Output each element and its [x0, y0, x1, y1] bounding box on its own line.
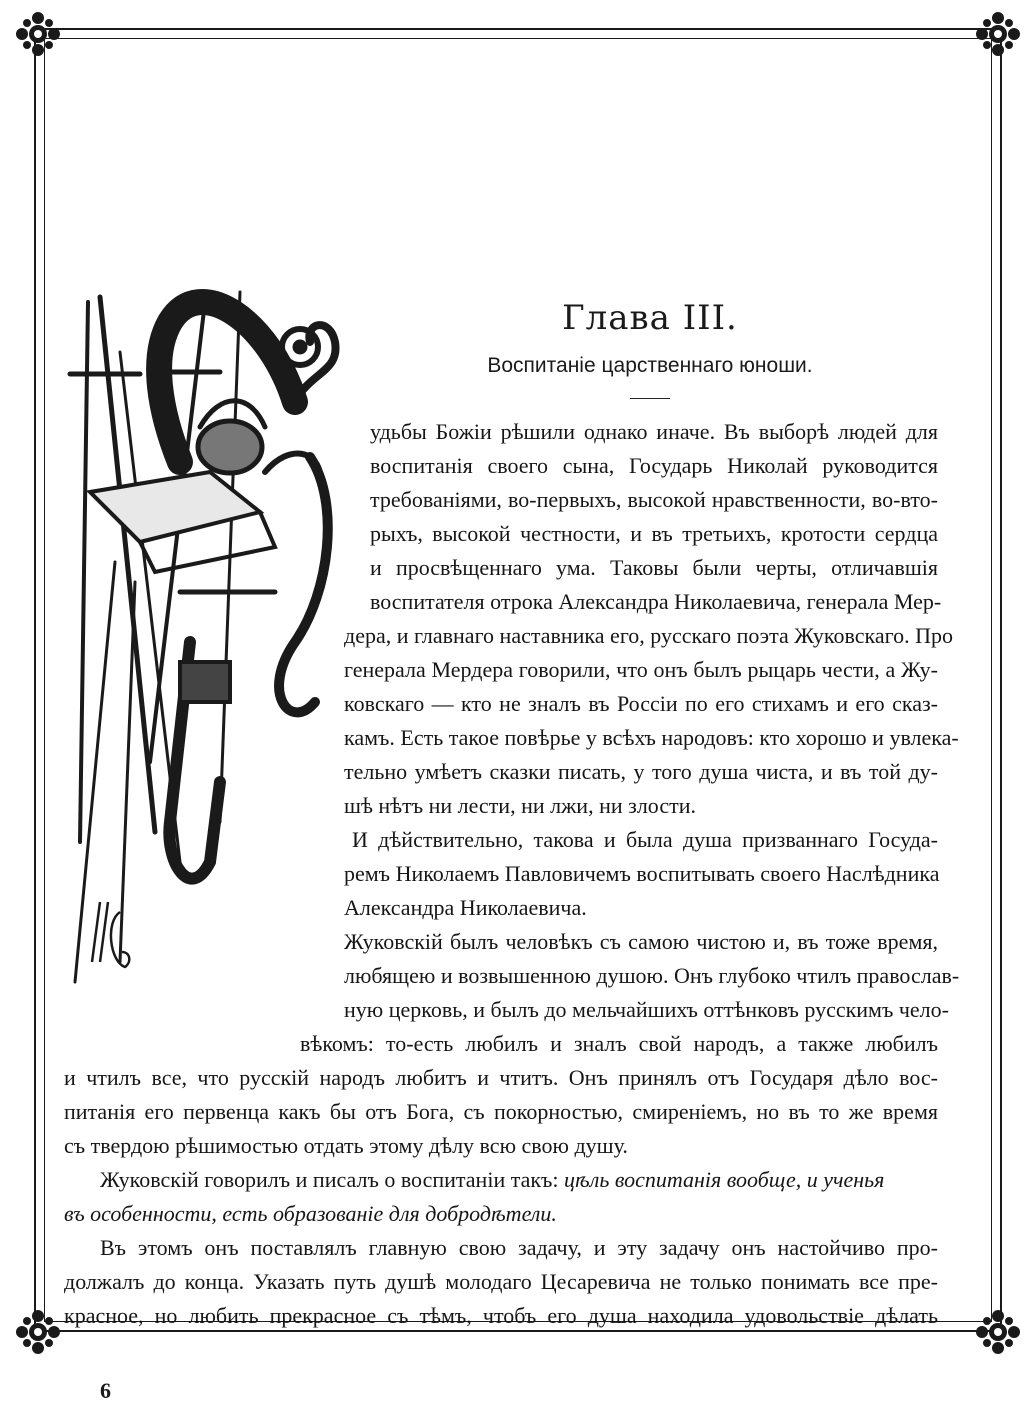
text-line: ную церковь, и былъ до мельчайшихъ оттѣнковъ русскимъ чело-	[344, 997, 949, 1022]
text-line: генерала Мердера говорили, что онъ былъ рыцарь чести, а Жу-	[344, 657, 938, 682]
corner-ornament-icon	[968, 1302, 1028, 1362]
text-line: и чтилъ все, что русскій народъ любитъ и чтитъ. Онъ принялъ отъ Государя дѣло вос-	[64, 1065, 938, 1090]
corner-ornament-icon	[968, 4, 1028, 64]
text-line: съ твердою рѣшимостью отдать этому дѣлу всю свою душу.	[64, 1133, 628, 1158]
text-line: требованіями, во-первыхъ, высокой нравственности, во-вто-	[370, 487, 938, 512]
chapter-subtitle: Воспитаніе царственнаго юноши.	[487, 354, 813, 377]
italic-quote: въ особенности, есть образованіе для добродѣтели.	[64, 1201, 557, 1226]
heading-divider	[630, 398, 670, 399]
page-number: 6	[100, 1378, 111, 1403]
chapter-title: Глава III.	[562, 298, 738, 338]
ornamental-initial-illustration	[60, 262, 360, 1032]
text-line: любящею и возвышенною душою. Онъ глубоко чтилъ православ-	[344, 963, 960, 988]
text-line: тельно умѣетъ сказки писать, у того душа чиста, и въ той ду-	[344, 759, 938, 784]
text-line: камъ. Есть такое повѣрье у всѣхъ народовъ: кто хорошо и увлека-	[344, 725, 959, 750]
text-line: воспитателя отрока Александра Николаевича, генерала Мер-	[370, 589, 942, 614]
corner-ornament-icon	[8, 4, 68, 64]
text-line: ремъ Николаемъ Павловичемъ воспитывать своего Наслѣдника	[344, 861, 940, 886]
text-line: шѣ нѣтъ ни лести, ни лжи, ни злости.	[344, 793, 696, 818]
text-line: должалъ до конца. Указать путь душѣ молодаго Цесаревича не только понимать все пре-	[64, 1269, 938, 1294]
text-span: Жуковскій говорилъ и писалъ о воспитаніи такъ:	[100, 1167, 565, 1192]
text-line: красное, но любить прекрасное съ тѣмъ, чтобъ его душа находила удовольствіе дѣлать	[64, 1303, 938, 1328]
text-line: рыхъ, высокой честности, и въ третьихъ, кротости сердца	[370, 521, 938, 546]
text-line: удьбы Божіи рѣшили однако иначе. Въ выборѣ людей для	[370, 419, 938, 444]
text-line: Жуковскій былъ человѣкъ съ самою чистою и, въ тоже время,	[344, 929, 938, 954]
text-line: питанія его первенца какъ бы отъ Бога, съ покорностью, смиреніемъ, но въ то же время	[64, 1099, 938, 1124]
text-line: воспитанія своего сына, Государь Николай руководится	[370, 453, 938, 478]
corner-ornament-icon	[8, 1302, 68, 1362]
text-line: Въ этомъ онъ поставлялъ главную свою задачу, и эту задачу онъ настойчиво про-	[100, 1235, 938, 1260]
text-line: Александра Николаевича.	[344, 895, 587, 920]
text-line: ковскаго — кто не зналъ въ Россіи по его стихамъ и его сказ-	[344, 691, 938, 716]
italic-quote: цѣль воспитанія вообще, и ученья	[564, 1167, 885, 1192]
text-line: и просвѣщеннаго ума. Таковы были черты, отличавшія	[370, 555, 938, 580]
text-line: вѣкомъ: то-есть любилъ и зналъ свой народъ, а также любилъ	[300, 1031, 938, 1056]
text-line	[100, 1165, 938, 1195]
text-line: И дѣйствительно, такова и была душа призваннаго Госуда-	[352, 827, 938, 852]
text-line: дера, и главнаго наставника его, русскаго поэта Жуковскаго. Про	[344, 623, 953, 648]
